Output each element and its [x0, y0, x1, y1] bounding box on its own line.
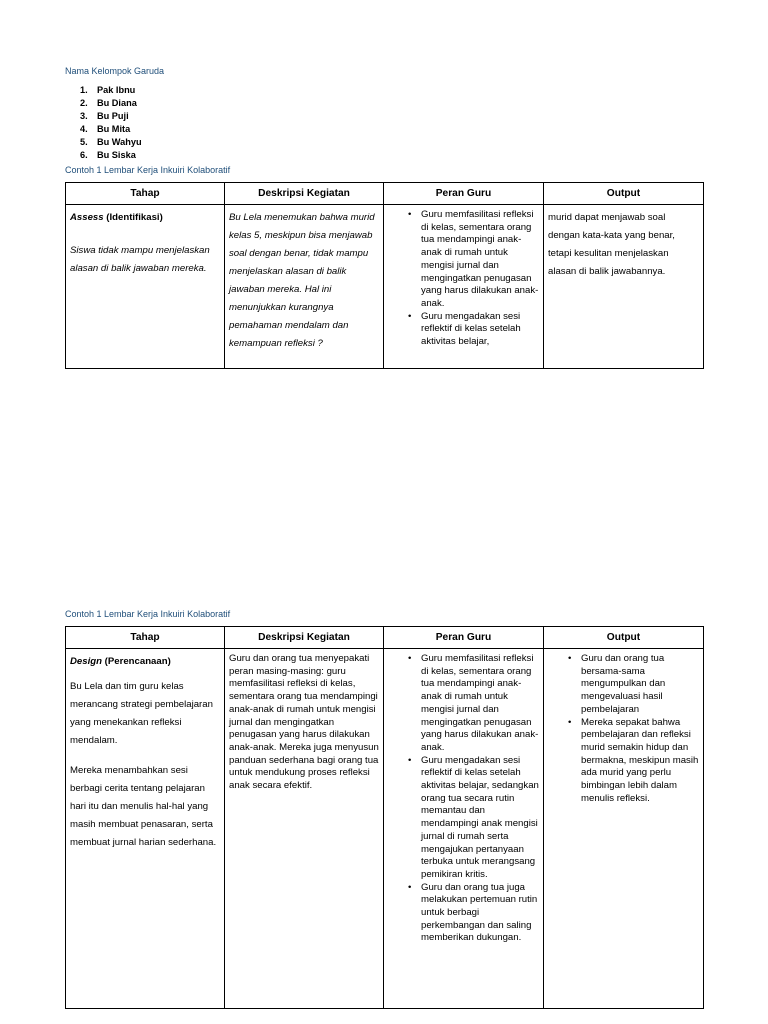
- column-header: Peran Guru: [384, 627, 544, 649]
- column-header: Deskripsi Kegiatan: [225, 183, 384, 205]
- member-list: [65, 84, 142, 162]
- list-item: • Mereka sepakat bahwa pembelajaran dan refleksi murid semakin hidup dan bermakna, meskipun masih ada murid yang perlu bimbingan lebih dalam menulis refleksi.: [581, 717, 699, 806]
- list-item: 1. Pak Ibnu: [80, 85, 136, 95]
- table-header-row: [66, 627, 704, 649]
- table-row: [66, 649, 704, 1009]
- column-header: Tahap: [66, 183, 225, 205]
- list-item: • Guru dan orang tua bersama-sama mengumpulkan dan mengevaluasi hasil pembelajaran: [581, 653, 699, 717]
- column-header: Output: [544, 183, 704, 205]
- group-title: Nama Kelompok Garuda: [65, 66, 165, 76]
- worksheet-table-assess: [65, 182, 704, 369]
- description-cell: Bu Lela menemukan bahwa murid kelas 5, meskipun bisa menjawab soal dengan benar, tidak mampu menjelaskan alasan di balik jawaban mereka. Hal ini menunjukkan kurangnya pemahaman mendalam dan kemampuan refleksi ?: [225, 205, 384, 369]
- list-item: 5. Bu Wahyu: [80, 137, 142, 147]
- list-item: • Guru mengadakan sesi reflektif di kelas setelah aktivitas belajar,: [421, 311, 539, 349]
- list-item: 3. Bu Puji: [80, 111, 129, 121]
- teacher-role-cell: [384, 205, 544, 369]
- list-item: • Guru mengadakan sesi reflektif di kelas setelah aktivitas belajar, sedangkan orang tua secara rutin memantau dan mendampingi anak mengisi jurnal di rumah serta mengajukan pertanyaan terbuka untuk merangsang pemikiran kritis.: [421, 755, 539, 882]
- table-caption: Contoh 1 Lembar Kerja Inkuiri Kolaboratif: [65, 609, 231, 619]
- table-caption: Contoh 1 Lembar Kerja Inkuiri Kolaboratif: [65, 165, 231, 175]
- table-header-row: [66, 183, 704, 205]
- stage-description: Bu Lela dan tim guru kelas merancang strategi pembelajaran yang menekankan refleksi mendalam.: [70, 681, 213, 746]
- column-header: Deskripsi Kegiatan: [225, 627, 384, 649]
- list-item: 4. Bu Mita: [80, 124, 131, 134]
- list-item: • Guru memfasilitasi refleksi di kelas, sementara orang tua mendampingi anak-anak di rumah untuk mengisi jurnal dan mengingatkan penugasan yang harus dilakukan anak-anak.: [421, 209, 539, 311]
- stage-description: Mereka menambahkan sesi berbagi cerita tentang pelajaran hari itu dan menulis hal-hal yang masih membuat penasaran, serta membuat jurnal harian sederhana.: [70, 765, 217, 848]
- list-item: 2. Bu Diana: [80, 98, 137, 108]
- column-header: Tahap: [66, 627, 225, 649]
- stage-title: Design (Perencanaan): [70, 656, 171, 667]
- output-cell: [544, 649, 704, 1009]
- output-cell: murid dapat menjawab soal dengan kata-kata yang benar, tetapi kesulitan menjelaskan alasan di balik jawabannya.: [544, 205, 704, 369]
- description-cell: Guru dan orang tua menyepakati peran masing-masing: guru memfasilitasi refleksi di kelas, sementara orang tua mendampingi anak-anak di rumah untuk mengisi jurnal dan mengingatkan penugasan yang harus dilakukan anak-anak. Mereka juga menyusun panduan sederhana bagi orang tua untuk mendukung proses refleksi anak secara efektif.: [225, 649, 384, 1009]
- stage-title: Assess (Identifikasi): [70, 212, 163, 223]
- table-row: [66, 205, 704, 369]
- teacher-role-cell: [384, 649, 544, 1009]
- list-item: • Guru memfasilitasi refleksi di kelas, sementara orang tua mendampingi anak-anak di rumah untuk mengisi jurnal dan mengingatkan penugasan yang harus dilakukan anak-anak.: [421, 653, 539, 755]
- stage-description: Siswa tidak mampu menjelaskan alasan di balik jawaban mereka.: [70, 245, 210, 274]
- stage-cell: [66, 205, 225, 369]
- column-header: Output: [544, 627, 704, 649]
- list-item: • Guru dan orang tua juga melakukan pertemuan rutin untuk berbagi perkembangan dan saling memberikan dukungan.: [421, 882, 539, 946]
- worksheet-table-design: [65, 626, 704, 1009]
- stage-cell: [66, 649, 225, 1009]
- column-header: Peran Guru: [384, 183, 544, 205]
- list-item: 6. Bu Siska: [80, 150, 136, 160]
